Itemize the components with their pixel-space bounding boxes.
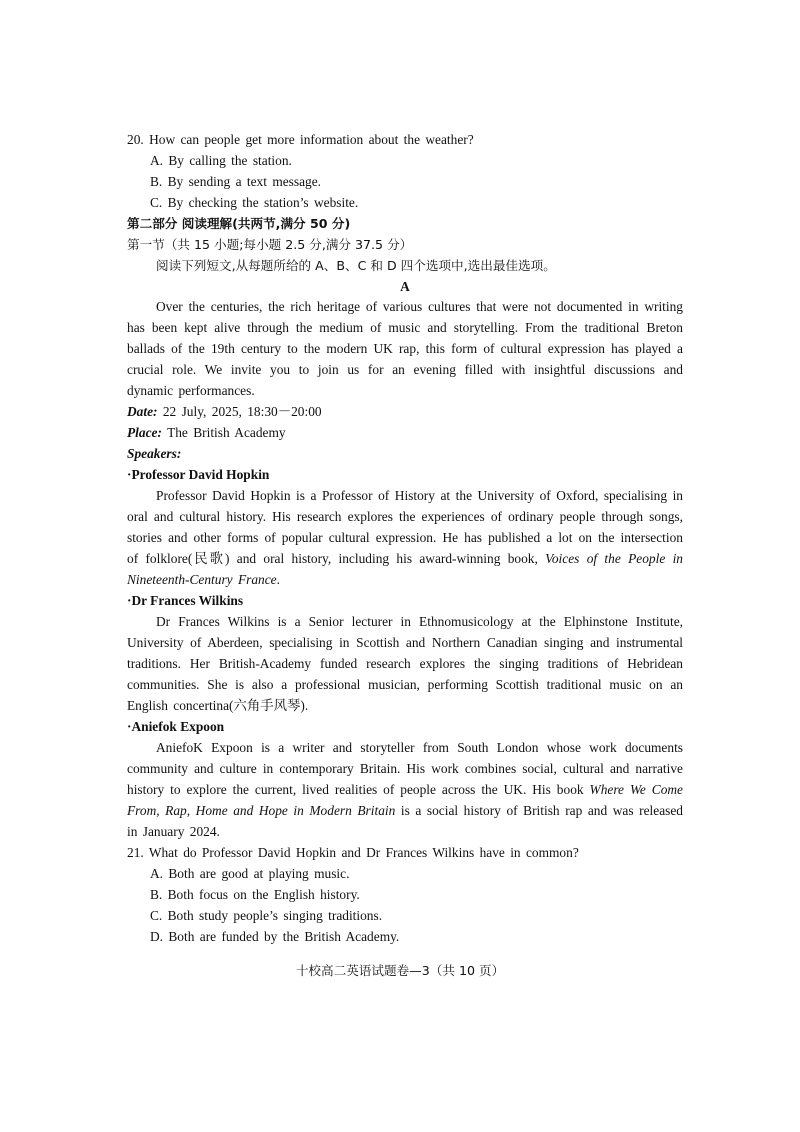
speaker-3-name: ·Aniefok Expoon: [127, 719, 225, 734]
q21-option-c: C. Both study people’s singing traditions.: [150, 908, 383, 923]
speaker-3-book: Where We Come From, Rap, Home and Hope in Modern Britain: [127, 782, 683, 818]
page-footer: 十校高二英语试题卷—3（共 10 页）: [295, 963, 505, 978]
passage-label: A: [400, 279, 410, 294]
q20-option-b: B. By sending a text message.: [150, 174, 322, 189]
section-sub-heading: 第一节（共 15 小题;每小题 2.5 分,满分 37.5 分）: [127, 237, 413, 252]
place-value: The British Academy: [167, 425, 286, 440]
place-label: Place:: [127, 425, 162, 440]
event-date: [127, 401, 683, 422]
speaker-1-name: ·Professor David Hopkin: [127, 467, 270, 482]
speaker-2-bio-text: Dr Frances Wilkins is a Senior lecturer in Ethnomusicology at the Elphinstone Institute, University of Aberdeen, specialising in Scottish and Northern Canadian singing and instrumental traditions. Her British-Academy funded research explores the singing traditions of Hebridean communities. She is also a professional musician, performing Scottish traditional music on an English concertina(六角手风琴).: [127, 614, 683, 713]
event-place: [127, 422, 683, 443]
date-label: Date:: [127, 404, 158, 419]
q21-option-b: B. Both focus on the English history.: [150, 887, 360, 902]
speaker-1-bio: [127, 485, 683, 590]
q20-option-a: A. By calling the station.: [150, 153, 292, 168]
speaker-1-book: Voices of the People in Nineteenth-Century France: [127, 551, 683, 587]
passage-intro: Over the centuries, the rich heritage of various cultures that were not documented in writing has been kept alive through the medium of music and storytelling. From the traditional Breton ballads of the 19th century to the modern UK rap, this form of cultural expression has played a crucial role. We invite you to join us for an evening filled with insightful discussions and dynamic performances.: [127, 299, 683, 398]
q20-stem: 20. How can people get more information about the weather?: [127, 132, 474, 147]
date-value: 22 July, 2025, 18:30－20:00: [162, 404, 322, 419]
exam-page: [127, 129, 683, 947]
speaker-2-name: ·Dr Frances Wilkins: [127, 593, 244, 608]
speaker-2-bio: [127, 611, 683, 716]
q21-option-d: D. Both are funded by the British Academy.: [150, 929, 400, 944]
q21-option-a: A. Both are good at playing music.: [150, 866, 350, 881]
q21-stem: 21. What do Professor David Hopkin and Dr Frances Wilkins have in common?: [127, 845, 579, 860]
speaker-1-bio-text: Professor David Hopkin is a Professor of History at the University of Oxford, specialising in oral and cultural history. His research explores the experiences of ordinary people through songs, stories and other forms of popular cultural expression. He has published a lot on the intersection of folklore(民歌) and oral history, including his award-winning book,: [127, 488, 683, 566]
section-part-heading: 第二部分 阅读理解(共两节,满分 50 分): [127, 216, 351, 231]
speaker-1-bio-end: .: [276, 572, 280, 587]
q20-option-c: C. By checking the station’s website.: [150, 195, 359, 210]
section-instruction: 阅读下列短文,从每题所给的 A、B、C 和 D 四个选项中,选出最佳选项。: [156, 258, 556, 273]
speaker-3-bio: [127, 737, 683, 842]
speaker-3-bio-end: is a social history of British rap and was released in January 2024.: [127, 803, 684, 839]
speakers-label: Speakers:: [127, 446, 182, 461]
speaker-3-bio-text: AniefoK Expoon is a writer and storyteller from South London whose work documents community and culture in contemporary Britain. His work combines social, cultural and narrative history to explore the current, lived realities of people across the UK. His book: [127, 740, 683, 797]
